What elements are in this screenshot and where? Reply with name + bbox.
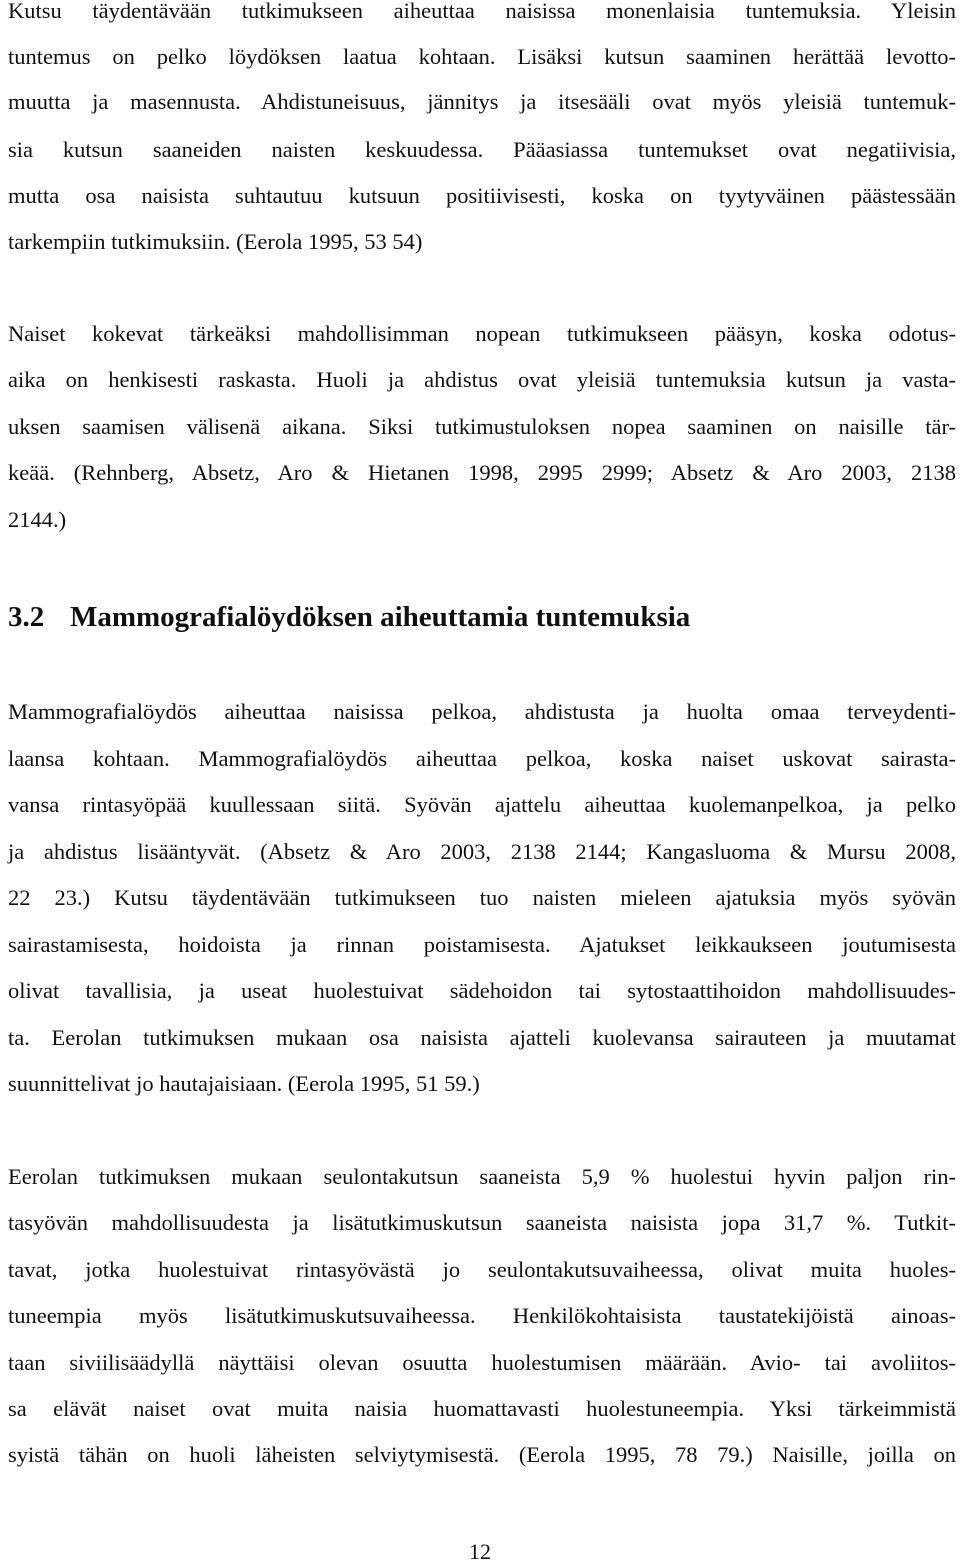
section-title: Mammografialöydöksen aiheuttamia tuntemuksia <box>70 601 691 633</box>
text-line: laansa kohtaan. Mammografialöydös aiheuttaa pelkoa, koska naiset uskovat sairasta- <box>8 746 956 771</box>
text-line: keää. (Rehnberg, Absetz, Aro & Hietanen 1998, 2995 2999; Absetz & Aro 2003, 2138 <box>8 460 956 485</box>
text-line: Eerolan tutkimuksen mukaan seulontakutsun saaneista 5,9 % huolestui hyvin paljon rin- <box>8 1164 956 1189</box>
text-line: tuneempia myös lisätutkimuskutsuvaiheessa. Henkilökohtaisista taustatekijöistä ainoas- <box>8 1303 956 1328</box>
text-line: sia kutsun saaneiden naisten keskuudessa. Pääasiassa tuntemukset ovat negatiivisia, <box>8 137 956 162</box>
text-line: uksen saamisen välisenä aikana. Siksi tutkimustuloksen nopea saaminen on naisille tär- <box>8 414 956 439</box>
text-line: ja ahdistus lisääntyvät. (Absetz & Aro 2003, 2138 2144; Kangasluoma & Mursu 2008, <box>8 839 956 864</box>
text-line: vansa rintasyöpää kuullessaan siitä. Syövän ajattelu aiheuttaa kuolemanpelkoa, ja pelko <box>8 792 956 817</box>
text-line: syistä tähän on huoli läheisten selviytymisestä. (Eerola 1995, 78 79.) Naisille, joilla on <box>8 1442 956 1467</box>
text-line: Kutsu täydentävään tutkimukseen aiheuttaa naisissa monenlaisia tuntemuksia. Yleisin <box>8 0 956 23</box>
text-line: taan siviilisäädyllä näyttäisi olevan osuutta huolestumisen määrään. Avio- tai avoliitos- <box>8 1350 956 1375</box>
text-line: suunnittelivat jo hautajaisiaan. (Eerola 1995, 51 59.) <box>8 1071 480 1096</box>
text-line: sa elävät naiset ovat muita naisia huomattavasti huolestuneempia. Yksi tärkeimmistä <box>8 1396 956 1421</box>
page-number: 12 <box>469 1539 491 1564</box>
text-line: mutta osa naisista suhtautuu kutsuun positiivisesti, koska on tyytyväinen päästessään <box>8 183 956 208</box>
text-line: sairastamisesta, hoidoista ja rinnan poistamisesta. Ajatukset leikkaukseen joutumisesta <box>8 932 956 957</box>
section-number: 3.2 <box>8 601 45 633</box>
text-line: Naiset kokevat tärkeäksi mahdollisimman nopean tutkimukseen pääsyn, koska odotus- <box>8 321 956 346</box>
text-line: aika on henkisesti raskasta. Huoli ja ahdistus ovat yleisiä tuntemuksia kutsun ja vasta- <box>8 367 956 392</box>
text-line: 2144.) <box>8 507 67 532</box>
text-line: ta. Eerolan tutkimuksen mukaan osa naisista ajatteli kuolevansa sairauteen ja muutamat <box>8 1025 956 1050</box>
text-line: tavat, jotka huolestuivat rintasyövästä jo seulontakutsuvaiheessa, olivat muita huoles- <box>8 1257 956 1282</box>
text-line: olivat tavallisia, ja useat huolestuivat sädehoidon tai sytostaattihoidon mahdollisuudes- <box>8 978 956 1003</box>
section-heading <box>8 599 690 635</box>
text-line: tarkempiin tutkimuksiin. (Eerola 1995, 53 54) <box>8 229 423 254</box>
text-line: Mammografialöydös aiheuttaa naisissa pelkoa, ahdistusta ja huolta omaa terveydenti- <box>8 699 956 724</box>
text-line: 22 23.) Kutsu täydentävään tutkimukseen tuo naisten mieleen ajatuksia myös syövän <box>8 885 956 910</box>
text-line: muutta ja masennusta. Ahdistuneisuus, jännitys ja itsesääli ovat myös yleisiä tuntemuk- <box>8 89 956 114</box>
text-line: tasyövän mahdollisuudesta ja lisätutkimuskutsun saaneista naisista jopa 31,7 %. Tutkit- <box>8 1210 956 1235</box>
text-line: tuntemus on pelko löydöksen laatua kohtaan. Lisäksi kutsun saaminen herättää levotto- <box>8 44 956 69</box>
